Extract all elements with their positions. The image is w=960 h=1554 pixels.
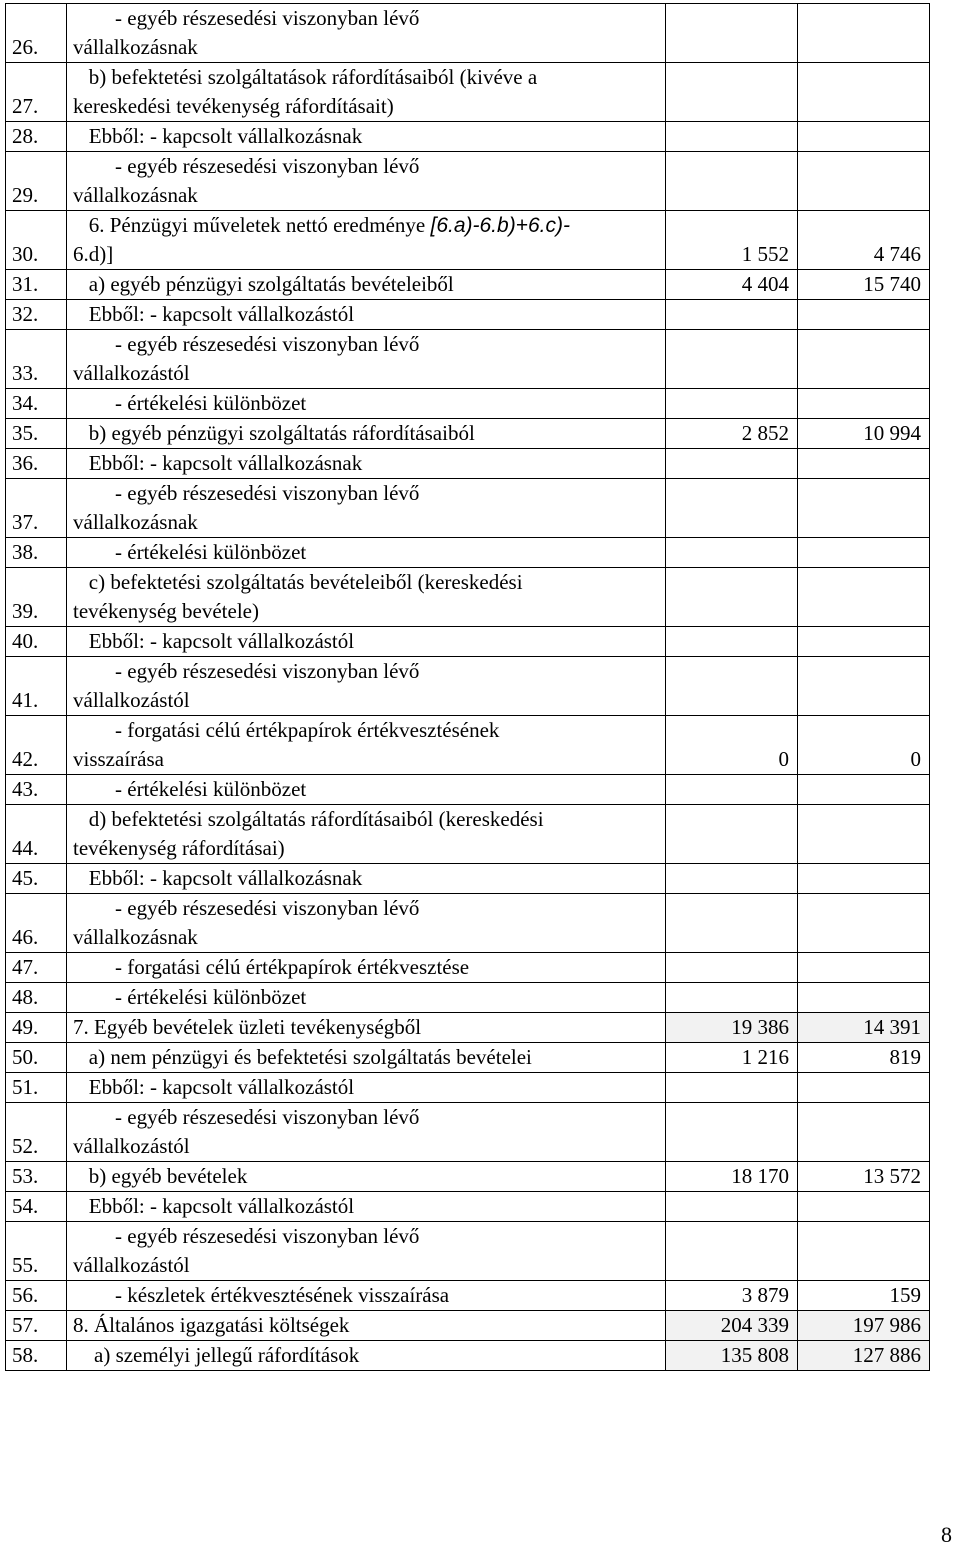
value-current-year — [666, 894, 798, 953]
row-description — [67, 152, 666, 211]
value-current-year — [666, 300, 798, 330]
value-prior-year — [798, 1073, 930, 1103]
row-description — [67, 538, 666, 568]
description-line: b) egyéb pénzügyi szolgáltatás ráfordításaiból — [73, 421, 475, 445]
value-prior-year: 14 391 — [798, 1013, 930, 1043]
row-number: 28. — [6, 122, 67, 152]
row-number: 39. — [6, 568, 67, 627]
table-row — [6, 122, 930, 152]
row-number: 52. — [6, 1103, 67, 1162]
row-description — [67, 479, 666, 538]
row-number: 45. — [6, 864, 67, 894]
table-row — [6, 330, 930, 389]
page-number: 8 — [941, 1522, 952, 1547]
row-description — [67, 1043, 666, 1073]
row-number: 47. — [6, 953, 67, 983]
row-number: 55. — [6, 1222, 67, 1281]
row-description — [67, 449, 666, 479]
value-prior-year — [798, 479, 930, 538]
description-line: Ebből: - kapcsolt vállalkozástól — [73, 629, 355, 653]
value-prior-year — [798, 775, 930, 805]
description-line: c) befektetési szolgáltatás bevételeiből (kereskedési — [73, 570, 523, 594]
description-line: kereskedési tevékenység ráfordításait) — [73, 94, 394, 118]
value-current-year — [666, 449, 798, 479]
row-number: 33. — [6, 330, 67, 389]
row-number: 26. — [6, 4, 67, 63]
value-prior-year: 0 — [798, 716, 930, 775]
row-number: 37. — [6, 479, 67, 538]
row-description — [67, 270, 666, 300]
description-line: Ebből: - kapcsolt vállalkozásnak — [73, 866, 363, 890]
description-line: - értékelési különbözet — [73, 985, 307, 1009]
value-current-year — [666, 1103, 798, 1162]
value-prior-year — [798, 953, 930, 983]
row-number: 43. — [6, 775, 67, 805]
row-description — [67, 894, 666, 953]
row-number: 49. — [6, 1013, 67, 1043]
value-current-year: 204 339 — [666, 1311, 798, 1341]
value-prior-year: 197 986 — [798, 1311, 930, 1341]
value-current-year: 19 386 — [666, 1013, 798, 1043]
description-line: Ebből: - kapcsolt vállalkozástól — [73, 1075, 355, 1099]
value-current-year — [666, 983, 798, 1013]
row-number: 53. — [6, 1162, 67, 1192]
row-description — [67, 805, 666, 864]
value-prior-year: 13 572 — [798, 1162, 930, 1192]
description-line: 7. Egyéb bevételek üzleti tevékenységből — [73, 1015, 422, 1039]
table-row — [6, 1222, 930, 1281]
row-number: 30. — [6, 211, 67, 270]
value-prior-year — [798, 983, 930, 1013]
row-number: 44. — [6, 805, 67, 864]
value-current-year — [666, 63, 798, 122]
value-current-year — [666, 479, 798, 538]
description-line: - egyéb részesedési viszonyban lévő — [73, 1224, 420, 1248]
value-prior-year: 127 886 — [798, 1341, 930, 1371]
description-line: - egyéb részesedési viszonyban lévő — [73, 332, 420, 356]
row-description — [67, 300, 666, 330]
value-prior-year: 10 994 — [798, 419, 930, 449]
row-description — [67, 1103, 666, 1162]
description-line: - egyéb részesedési viszonyban lévő — [73, 6, 420, 30]
description-line: - értékelési különbözet — [73, 391, 307, 415]
description-line: - készletek értékvesztésének visszaírása — [73, 1283, 450, 1307]
row-number: 32. — [6, 300, 67, 330]
row-description — [67, 864, 666, 894]
value-prior-year — [798, 864, 930, 894]
table-row — [6, 449, 930, 479]
row-number: 51. — [6, 1073, 67, 1103]
table-row — [6, 419, 930, 449]
row-description — [67, 1222, 666, 1281]
table-row — [6, 894, 930, 953]
row-description — [67, 122, 666, 152]
value-prior-year: 15 740 — [798, 270, 930, 300]
row-description — [67, 211, 666, 270]
description-line: a) egyéb pénzügyi szolgáltatás bevételeiből — [73, 272, 454, 296]
value-current-year — [666, 122, 798, 152]
row-description — [67, 330, 666, 389]
value-prior-year — [798, 568, 930, 627]
value-current-year — [666, 538, 798, 568]
value-prior-year — [798, 1103, 930, 1162]
description-line: Ebből: - kapcsolt vállalkozásnak — [73, 451, 363, 475]
description-line: - forgatási célú értékpapírok értékvesztésének — [73, 718, 500, 742]
row-description — [67, 63, 666, 122]
row-description — [67, 1162, 666, 1192]
value-prior-year: 4 746 — [798, 211, 930, 270]
table-row — [6, 1162, 930, 1192]
value-current-year — [666, 775, 798, 805]
value-prior-year: 159 — [798, 1281, 930, 1311]
table-row — [6, 1281, 930, 1311]
value-current-year: 18 170 — [666, 1162, 798, 1192]
description-line: vállalkozástól — [73, 361, 190, 385]
value-current-year — [666, 389, 798, 419]
value-prior-year — [798, 627, 930, 657]
value-prior-year — [798, 4, 930, 63]
table-row — [6, 479, 930, 538]
description-line: - egyéb részesedési viszonyban lévő — [73, 154, 420, 178]
value-current-year: 4 404 — [666, 270, 798, 300]
row-number: 58. — [6, 1341, 67, 1371]
financial-table — [5, 3, 930, 1371]
value-prior-year — [798, 894, 930, 953]
table-row — [6, 657, 930, 716]
row-number: 27. — [6, 63, 67, 122]
row-number: 54. — [6, 1192, 67, 1222]
description-line: b) egyéb bevételek — [73, 1164, 248, 1188]
description-line: vállalkozásnak — [73, 925, 198, 949]
table-row — [6, 1013, 930, 1043]
table-row — [6, 983, 930, 1013]
row-number: 57. — [6, 1311, 67, 1341]
table-row — [6, 775, 930, 805]
row-number: 56. — [6, 1281, 67, 1311]
row-description — [67, 419, 666, 449]
row-number: 35. — [6, 419, 67, 449]
table-row — [6, 389, 930, 419]
value-current-year: 2 852 — [666, 419, 798, 449]
description-line: - egyéb részesedési viszonyban lévő — [73, 659, 420, 683]
value-prior-year — [798, 449, 930, 479]
table-row — [6, 1341, 930, 1371]
description-line: Ebből: - kapcsolt vállalkozásnak — [73, 124, 363, 148]
value-prior-year — [798, 330, 930, 389]
description-line: d) befektetési szolgáltatás ráfordításaiból (kereskedési — [73, 807, 544, 831]
row-description — [67, 1311, 666, 1341]
value-current-year — [666, 657, 798, 716]
value-prior-year — [798, 300, 930, 330]
row-description — [67, 1073, 666, 1103]
value-prior-year — [798, 538, 930, 568]
row-description — [67, 1281, 666, 1311]
table-row — [6, 63, 930, 122]
table-row — [6, 627, 930, 657]
table-row — [6, 716, 930, 775]
row-number: 31. — [6, 270, 67, 300]
description-line: - egyéb részesedési viszonyban lévő — [73, 896, 420, 920]
row-description — [67, 657, 666, 716]
row-description — [67, 1013, 666, 1043]
table-row — [6, 568, 930, 627]
row-description — [67, 4, 666, 63]
row-description — [67, 1192, 666, 1222]
table-row — [6, 805, 930, 864]
value-prior-year — [798, 657, 930, 716]
description-line: b) befektetési szolgáltatások ráfordításaiból (kivéve a — [73, 65, 538, 89]
row-description — [67, 953, 666, 983]
description-line: vállalkozásnak — [73, 510, 198, 534]
description-line: Ebből: - kapcsolt vállalkozástól — [73, 1194, 355, 1218]
value-current-year: 1 216 — [666, 1043, 798, 1073]
description-line: 6. Pénzügyi műveletek nettó eredménye [6.a)-6.b)+6.c)- — [73, 213, 570, 237]
description-line: 6.d)] — [73, 242, 114, 266]
value-current-year: 0 — [666, 716, 798, 775]
description-line: tevékenység ráfordításai) — [73, 836, 285, 860]
description-line: vállalkozástól — [73, 1253, 190, 1277]
description-line: a) személyi jellegű ráfordítások — [73, 1343, 360, 1367]
value-current-year: 3 879 — [666, 1281, 798, 1311]
value-current-year: 135 808 — [666, 1341, 798, 1371]
table-row — [6, 152, 930, 211]
row-number: 48. — [6, 983, 67, 1013]
value-prior-year — [798, 152, 930, 211]
description-line: a) nem pénzügyi és befektetési szolgáltatás bevételei — [73, 1045, 532, 1069]
value-current-year — [666, 152, 798, 211]
table-row — [6, 300, 930, 330]
row-description — [67, 775, 666, 805]
table-row — [6, 953, 930, 983]
description-line: 8. Általános igazgatási költségek — [73, 1313, 350, 1337]
description-line: Ebből: - kapcsolt vállalkozástól — [73, 302, 355, 326]
table-row — [6, 4, 930, 63]
row-number: 42. — [6, 716, 67, 775]
description-line: - értékelési különbözet — [73, 777, 307, 801]
value-prior-year — [798, 122, 930, 152]
description-line: vállalkozástól — [73, 688, 190, 712]
row-description — [67, 983, 666, 1013]
value-prior-year — [798, 1222, 930, 1281]
value-current-year — [666, 953, 798, 983]
table-row — [6, 538, 930, 568]
table-row — [6, 1043, 930, 1073]
row-description — [67, 389, 666, 419]
description-line: vállalkozásnak — [73, 35, 198, 59]
value-prior-year — [798, 805, 930, 864]
row-number: 46. — [6, 894, 67, 953]
row-description — [67, 1341, 666, 1371]
value-prior-year — [798, 1192, 930, 1222]
row-number: 41. — [6, 657, 67, 716]
description-line: - forgatási célú értékpapírok értékvesztése — [73, 955, 470, 979]
value-current-year — [666, 627, 798, 657]
description-line: tevékenység bevétele) — [73, 599, 259, 623]
value-current-year — [666, 864, 798, 894]
table-row — [6, 211, 930, 270]
description-line: visszaírása — [73, 747, 164, 771]
description-line: - egyéb részesedési viszonyban lévő — [73, 1105, 420, 1129]
value-current-year — [666, 330, 798, 389]
table-row — [6, 270, 930, 300]
value-current-year — [666, 1073, 798, 1103]
value-prior-year — [798, 63, 930, 122]
table-row — [6, 1311, 930, 1341]
row-number: 34. — [6, 389, 67, 419]
table-row — [6, 1073, 930, 1103]
description-line: vállalkozásnak — [73, 183, 198, 207]
description-line: - értékelési különbözet — [73, 540, 307, 564]
table-row — [6, 1192, 930, 1222]
row-number: 50. — [6, 1043, 67, 1073]
value-current-year — [666, 805, 798, 864]
description-line: vállalkozástól — [73, 1134, 190, 1158]
row-description — [67, 568, 666, 627]
value-current-year — [666, 1222, 798, 1281]
row-description — [67, 716, 666, 775]
table-body — [6, 4, 930, 1371]
row-number: 40. — [6, 627, 67, 657]
row-number: 38. — [6, 538, 67, 568]
value-current-year — [666, 568, 798, 627]
row-number: 36. — [6, 449, 67, 479]
value-prior-year: 819 — [798, 1043, 930, 1073]
table-row — [6, 864, 930, 894]
description-line: - egyéb részesedési viszonyban lévő — [73, 481, 420, 505]
table-row — [6, 1103, 930, 1162]
value-current-year — [666, 4, 798, 63]
value-prior-year — [798, 389, 930, 419]
formula-text: [6.a)-6.b)+6.c)- — [430, 214, 570, 237]
row-number: 29. — [6, 152, 67, 211]
value-current-year — [666, 1192, 798, 1222]
value-current-year: 1 552 — [666, 211, 798, 270]
row-description — [67, 627, 666, 657]
